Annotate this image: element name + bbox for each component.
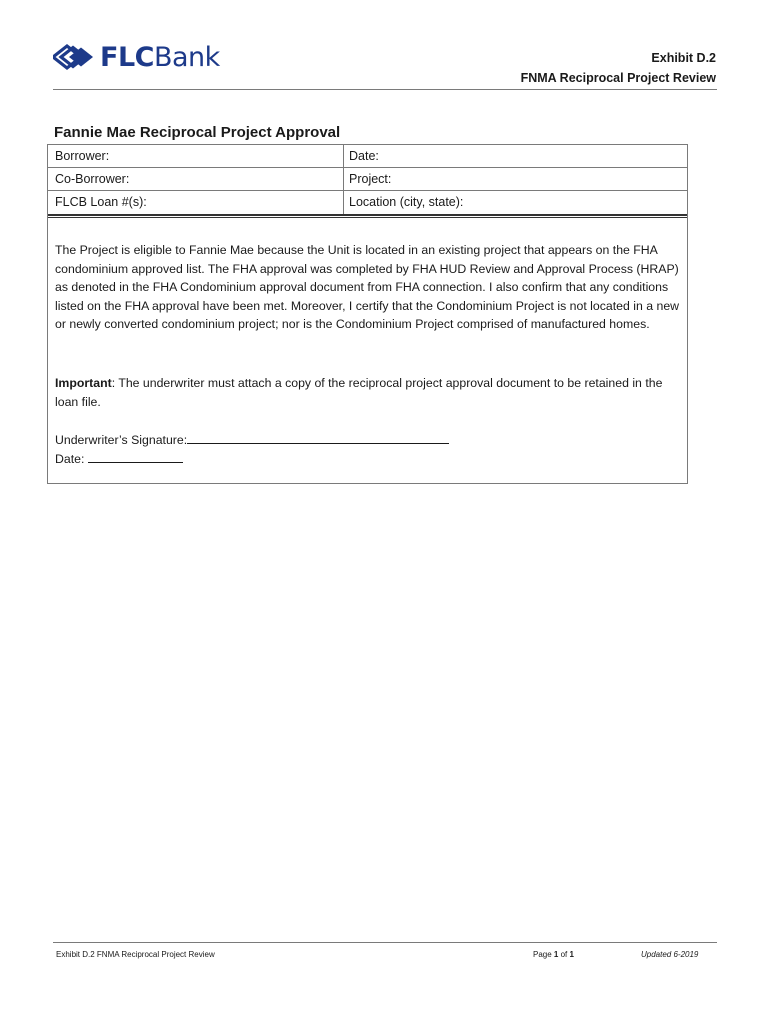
page-number	[533, 950, 574, 959]
co-borrower-field[interactable]: Co-Borrower:	[48, 168, 344, 190]
important-note	[55, 374, 680, 411]
signature-date-line[interactable]	[88, 450, 183, 463]
logo-brand-suffix: Bank	[153, 41, 220, 73]
important-text: : The underwriter must attach a copy of the reciprocal project approval document to be retained in the loan file.	[55, 376, 663, 409]
date-field[interactable]: Date:	[349, 149, 379, 163]
page-current: 1	[553, 950, 559, 959]
form-title: Fannie Mae Reciprocal Project Approval	[54, 124, 341, 141]
bank-mark-icon	[53, 42, 97, 72]
footer-divider	[53, 942, 717, 943]
signature-line[interactable]	[187, 431, 449, 444]
flcbank-logo	[53, 40, 220, 74]
document-header	[521, 48, 716, 88]
info-grid	[48, 145, 687, 214]
project-field[interactable]: Project:	[349, 172, 392, 186]
page-prefix: Page	[533, 950, 554, 959]
location-field[interactable]: Location (city, state):	[349, 195, 464, 209]
table-row	[48, 168, 687, 191]
updated-date: Updated 6-2019	[641, 950, 699, 959]
exhibit-label: Exhibit D.2	[651, 51, 716, 65]
table-row	[48, 191, 687, 214]
signature-block	[55, 431, 449, 469]
logo-text	[100, 42, 220, 73]
signature-date-label: Date:	[55, 452, 85, 466]
approval-form	[47, 144, 688, 484]
footer-document-name: Exhibit D.2 FNMA Reciprocal Project Review	[56, 950, 215, 959]
logo-brand: FLC	[100, 41, 154, 73]
important-label: Important	[55, 376, 112, 390]
loan-number-field[interactable]: FLCB Loan #(s):	[48, 191, 344, 214]
double-divider	[48, 214, 687, 218]
page-separator: of	[558, 950, 570, 959]
eligibility-statement: The Project is eligible to Fannie Mae because the Unit is located in an existing project that appears on the FHA condominium approved list. The FHA approval was completed by FHA HUD Review and Approval Process (HRAP) as denoted in the FHA Condominium approval document from FHA connection. I also confirm that any conditions listed on the FHA approval have been met. Moreover, I certify that the Condominium Project is not located in a new or newly converted condominium project; nor is the Condominium Project comprised of manufactured homes.	[55, 243, 680, 331]
borrower-field[interactable]: Borrower:	[48, 145, 344, 167]
table-row	[48, 145, 687, 168]
header-divider	[53, 89, 717, 90]
document-subtitle: FNMA Reciprocal Project Review	[520, 71, 716, 85]
signature-label: Underwriter’s Signature:	[55, 433, 188, 447]
page-total: 1	[569, 950, 574, 959]
